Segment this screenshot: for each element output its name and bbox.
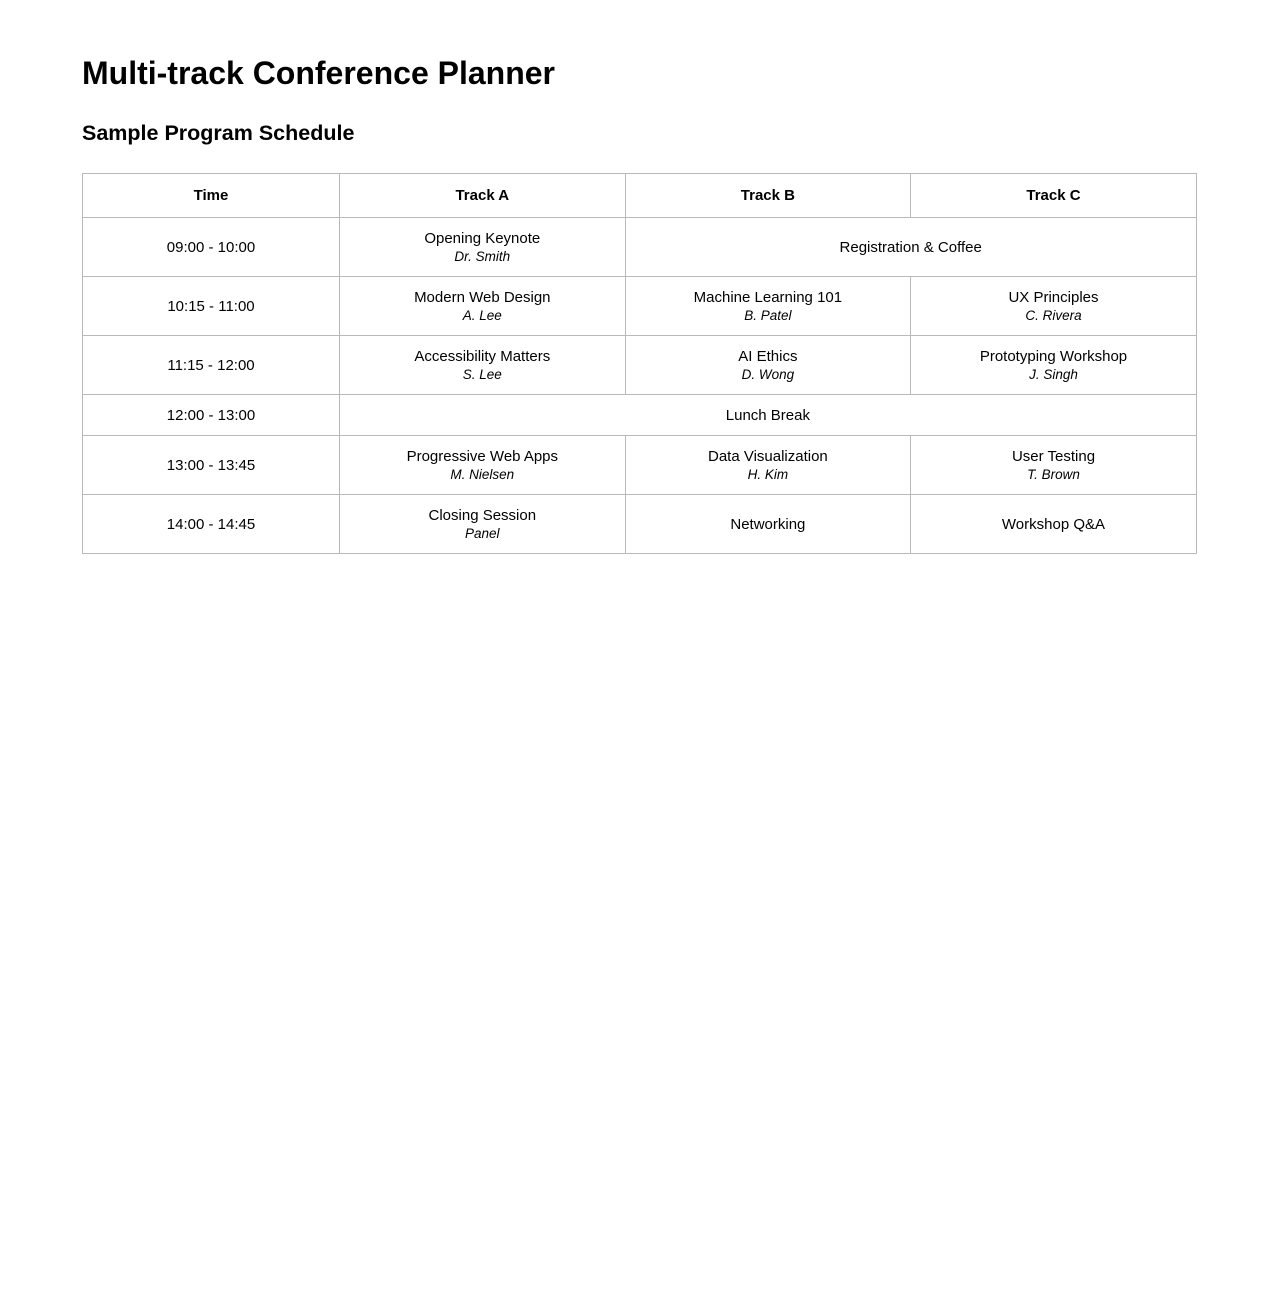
session-cell: [625, 336, 911, 395]
session-cell: [911, 495, 1197, 554]
column-header-track-a: Track A: [340, 174, 626, 218]
session-title: Machine Learning 101: [693, 288, 843, 306]
session-cell: [340, 436, 626, 495]
page-title: Multi-track Conference Planner: [82, 55, 555, 91]
page: [0, 0, 1278, 554]
session-cell: [911, 336, 1197, 395]
session-speaker: A. Lee: [462, 307, 502, 323]
time-cell: 13:00 - 13:45: [83, 436, 340, 495]
column-header-track-c: Track C: [911, 174, 1197, 218]
session-title: Data Visualization: [707, 447, 828, 465]
schedule-table: [82, 173, 1197, 554]
time-cell: 10:15 - 11:00: [83, 277, 340, 336]
session-cell: [911, 277, 1197, 336]
session-title: User Testing: [1011, 447, 1096, 465]
session-title: Accessibility Matters: [414, 347, 551, 365]
session-cell: [340, 218, 626, 277]
session-cell: [340, 336, 626, 395]
session-title: Opening Keynote: [424, 229, 541, 247]
session-cell: [625, 436, 911, 495]
session-speaker: C. Rivera: [1025, 307, 1082, 323]
session-speaker: D. Wong: [741, 366, 795, 382]
session-cell: [340, 277, 626, 336]
session-title: Modern Web Design: [414, 288, 551, 306]
session-cell: [340, 395, 1197, 436]
session-speaker: S. Lee: [462, 366, 502, 382]
session-title: AI Ethics: [738, 347, 798, 365]
session-speaker: T. Brown: [1027, 466, 1080, 482]
session-title: Prototyping Workshop: [979, 347, 1128, 365]
session-speaker: Panel: [465, 525, 500, 541]
session-speaker: J. Singh: [1029, 366, 1078, 382]
schedule-row: [83, 436, 1197, 495]
session-speaker: Dr. Smith: [454, 248, 511, 264]
time-cell: 12:00 - 13:00: [83, 395, 340, 436]
session-title: Closing Session: [428, 506, 537, 524]
session-title: Networking: [730, 515, 806, 533]
session-speaker: H. Kim: [747, 466, 789, 482]
schedule-row: [83, 495, 1197, 554]
schedule-header-row: [83, 174, 1197, 218]
schedule-row: [83, 218, 1197, 277]
session-cell: [625, 277, 911, 336]
page-subtitle: Sample Program Schedule: [82, 121, 355, 145]
session-speaker: B. Patel: [744, 307, 792, 323]
time-cell: 11:15 - 12:00: [83, 336, 340, 395]
column-header-time: Time: [83, 174, 340, 218]
time-cell: 14:00 - 14:45: [83, 495, 340, 554]
time-cell: 09:00 - 10:00: [83, 218, 340, 277]
session-cell: [911, 436, 1197, 495]
session-title: Registration & Coffee: [839, 238, 982, 256]
session-title: Lunch Break: [725, 406, 810, 424]
session-title: Progressive Web Apps: [406, 447, 559, 465]
session-cell: [340, 495, 626, 554]
session-title: Workshop Q&A: [1001, 515, 1106, 533]
schedule-row: [83, 395, 1197, 436]
session-cell: [625, 495, 911, 554]
session-title: UX Principles: [1008, 288, 1099, 306]
session-speaker: M. Nielsen: [450, 466, 515, 482]
column-header-track-b: Track B: [625, 174, 911, 218]
schedule-row: [83, 336, 1197, 395]
schedule-row: [83, 277, 1197, 336]
session-cell: [625, 218, 1196, 277]
